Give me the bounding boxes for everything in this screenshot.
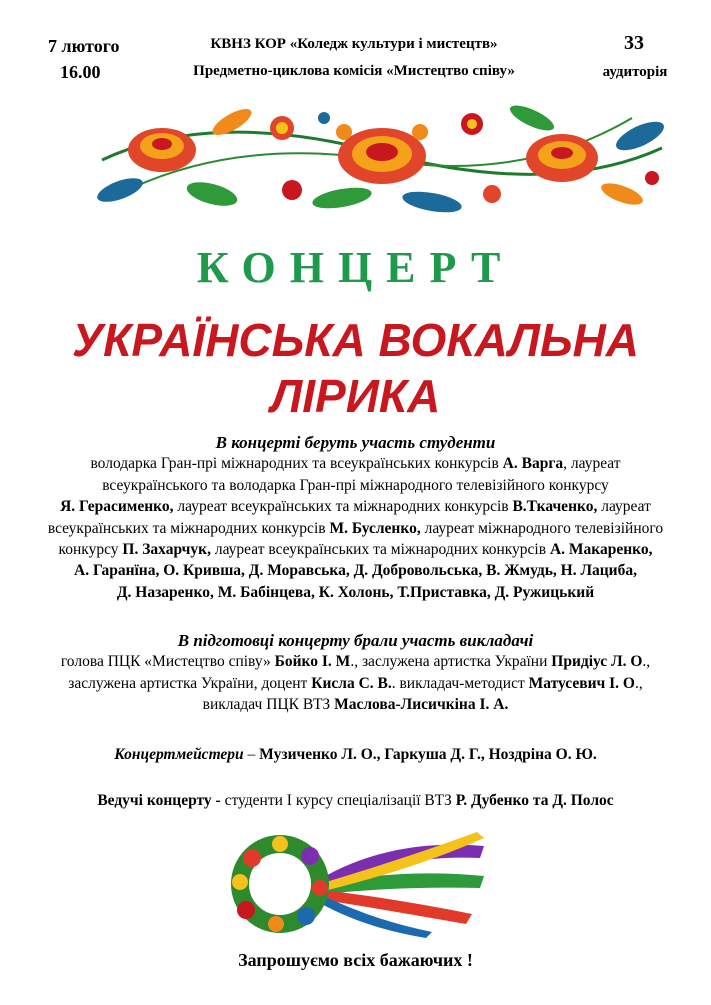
- wreath-image: [222, 828, 490, 938]
- teachers-section: [20, 630, 691, 716]
- room-label: аудиторія: [602, 64, 668, 80]
- concert-label: КОНЦЕРТ: [196, 243, 515, 292]
- participants-line: Я. Герасименко, лауреат всеукраїнських та міжнародних конкурсів В.Ткаченко, лауреат: [60, 498, 651, 516]
- hosts-names: Р. Дубенко та Д. Полос: [455, 792, 614, 809]
- event-date: 7 лютого: [48, 36, 120, 56]
- participants-line: конкурсу П. Захарчук, лауреат всеукраїнських та міжнародних конкурсів А. Макаренко,: [58, 541, 653, 559]
- teachers-heading: В підготовці концерту брали участь викладачі: [177, 631, 534, 650]
- department-name: Предметно-циклова комісія «Мистецтво співу»: [193, 63, 515, 79]
- organization-name: КВНЗ КОР «Коледж культури і мистецтв»: [210, 36, 498, 52]
- participants-line: всеукраїнського та володарка Гран-прі міжнародного телевізійного конкурсу: [102, 476, 609, 494]
- participants-line: володарка Гран-прі міжнародних та всеукраїнських конкурсів А. Варга, лауреат: [90, 455, 621, 473]
- hosts-label: Ведучі концерту -: [97, 792, 221, 809]
- participants-line: всеукраїнських та міжнародних конкурсів М. Бусленко, лауреат міжнародного телевізійного: [47, 519, 664, 537]
- teachers-line: викладач ПЦК ВТЗ Маслова-Лисичкіна І. А.: [202, 696, 509, 714]
- accompanists-names: Музиченко Л. О., Гаркуша Д. Г., Ноздріна О. Ю.: [259, 746, 597, 763]
- invitation-text: Запрошуємо всіх бажаючих !: [238, 950, 473, 970]
- participants-line: А. Гаранїна, О. Кривша, Д. Моравська, Д. Добровольська, В. Жмудь, Н. Лациба,: [74, 562, 637, 580]
- concert-title-line2: ЛІРИКА: [270, 370, 441, 422]
- teachers-line: заслужена артистка України, доцент Кисла С. В.. викладач-методист Матусевич І. О.,: [68, 674, 643, 692]
- concert-title-line1: УКРАЇНСЬКА ВОКАЛЬНА: [71, 314, 640, 366]
- participants-heading: В концерті беруть участь студенти: [215, 433, 496, 452]
- event-time: 16.00: [60, 62, 101, 82]
- floral-ornament-image: [92, 98, 672, 218]
- room-number: 33: [624, 32, 644, 54]
- participants-section: [20, 432, 691, 603]
- accompanists-label: Концертмейстери: [114, 746, 244, 763]
- teachers-line: голова ПЦК «Мистецтво співу» Бойко І. М., заслужена артистка України Придіус Л. О.,: [60, 653, 651, 671]
- participants-line: Д. Назаренко, М. Бабінцева, К. Холонь, Т.Приставка, Д. Ружицький: [116, 583, 595, 601]
- hosts-line: Ведучі концерту - студенти І курсу спеціалізації ВТЗ Р. Дубенко та Д. Полос: [97, 792, 614, 809]
- accompanists-line: Концертмейстери – Музиченко Л. О., Гаркуша Д. Г., Ноздріна О. Ю.: [114, 746, 597, 763]
